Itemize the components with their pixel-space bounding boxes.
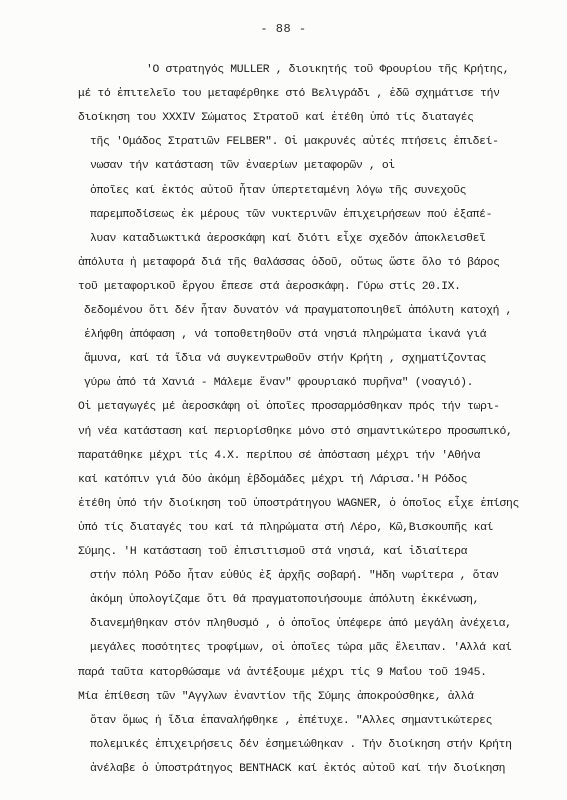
text-line: Οἱ μεταγωγές μέ ἀεροσκάφη οἱ ὁποῖες προσαρμόσθηκαν πρός τήν τωρι-: [78, 401, 500, 414]
text-line: λυαν καταδιωκτικά ἀεροσκάφη καί διότι εἶχε σχεδόν ἀποκλεισθεῖ: [90, 232, 486, 245]
text-line: παρεμποδίσεως ἐκ μέρους τῶν νυκτερινῶν ἐπιχειρήσεων πού ἐξαπέ-: [90, 208, 493, 221]
text-line: μεγάλες ποσότητες τροφίμων, οἱ ὁποῖες τώρα μᾶς ἔλειπαν. 'Αλλά καί: [90, 642, 512, 655]
text-line: 'Ο στρατηγός MULLER , διοικητής τοῦ Φρουρίου τῆς Κρήτης,: [146, 64, 510, 76]
text-line: καί κατόπιν γιά δύο ἀκόμη ἑβδομάδες μέχρι τή Λάρισα.'Η Ρόδος: [78, 473, 468, 486]
text-line: νή νέα κατάσταση καί περιορίσθηκε μόνο στό σημαντικώτερο προσωπικό,: [78, 425, 513, 438]
page-number: - 88 -: [260, 22, 307, 36]
text-line: ἀπόλυτα ἡ μεταφορά διά τῆς θαλάσσας ὁδοῦ, οὕτως ὥστε ὅλο τό βάρος: [78, 256, 500, 269]
text-line: ἀκόμη ὑπολογίζαμε ὅτι θά πραγματοποιήσουμε ἀπόλυτη ἐκκένωση,: [90, 594, 480, 607]
text-line: τοῦ μεταφορικοῦ ἔργου ἔπεσε στά ἀεροσκάφη. Γύρω στίς 20.IX.: [78, 280, 461, 293]
text-line: ἐλήφθη ἀπόφαση , νά τοποθετηθοῦν στά νησιά πληρώματα ἱκανά γιά: [84, 329, 487, 342]
text-line: διοίκηση του XXXIV Σώματος Στρατοῦ καί ἐτέθη ὑπό τίς διαταγές: [78, 112, 474, 125]
text-line: μέ τό ἐπιτελεῖο του μεταφέρθηκε στό Βελιγράδι , ἐδῶ σχημάτισε τήν: [78, 88, 500, 101]
text-line: νωσαν τήν κατάσταση τῶν ἐναερίων μεταφορῶν , οἱ: [90, 160, 395, 173]
text-line: ἄμυνα, καί τά ἴδια νά συγκεντρωθοῦν στήν Κρήτη , σχηματίζοντας: [84, 353, 487, 366]
text-line: διανεμήθηκαν στόν πληθυσμό , ὁ ὁποῖος ὑπέφερε ἀπό μεγάλη ἀνέχεια,: [90, 618, 512, 631]
text-line: γύρω ἀπό τά Χανιά - Μάλεμε ἕναν" φρουριακό πυρῆνα" (νοαγιό).: [84, 377, 474, 390]
text-line: παρατάθηκε μέχρι τίς 4.Χ. περίπου σέ ἀπόσταση μέχρι τήν 'Αθήνα: [78, 449, 481, 462]
text-line: παρά ταῦτα κατορθώσαμε νά ἀντέξουμε μέχρι τίς 9 Μαΐου τοῦ 1945.: [78, 666, 487, 679]
text-line: Σύμης. 'Η κατάσταση τοῦ ἐπισιτισμοῦ στά νησιά, καί ἰδιαίτερα: [78, 546, 468, 558]
text-line: πολεμικές ἐπιχειρήσεις δέν ἐσημειώθηκαν . Τήν διοίκηση στήν Κρήτη: [90, 738, 512, 751]
text-line: ὅταν ὅμως ἡ ἴδια ἐπαναλήφθηκε , ἐπέτυχε. "Αλλες σημαντικώτερες: [90, 714, 493, 727]
text-line: Μία ἐπίθεση τῶν "Αγγλων ἐναντίον τῆς Σύμης ἀποκρούσθηκε, ἀλλά: [78, 690, 474, 703]
text-line: ὑπό τίς διαταγές του καί τά πληρώματα στή Λέρο, Κῶ,Βισκουπῆς καί: [78, 521, 494, 534]
text-line: στήν πόλη Ρόδο ἦταν εὐθύς ἐξ ἀρχῆς σοβαρή. "Ηδη νωρίτερα , ὅταν: [90, 570, 499, 583]
text-line: ἀνέλαβε ὁ ὑποστράτηγος BENTHACK καί ἐκτός αὐτοῦ καί τήν διοίκηση: [90, 762, 506, 775]
text-line: τῆς 'Ομάδος Στρατιῶν FELBER". Οἱ μακρυνές αὐτές πτήσεις ἐπιδεί-: [90, 136, 499, 149]
text-line: δεδομένου ὅτι δέν ἦταν δυνατόν νά πραγματοποιηθεῖ ἀπόλυτη κατοχή ,: [84, 305, 513, 317]
text-line: ἐτέθη ὑπό τήν διοίκηση τοῦ ὑποστράτηγου WAGNER, ὁ ὁποῖος εἶχε ἐπίσης: [78, 497, 520, 510]
text-line: ὁποῖες καί ἐκτός αὐτοῦ ἦταν ὑπερτεταμένη λόγω τῆς συνεχοῦς: [90, 184, 467, 197]
